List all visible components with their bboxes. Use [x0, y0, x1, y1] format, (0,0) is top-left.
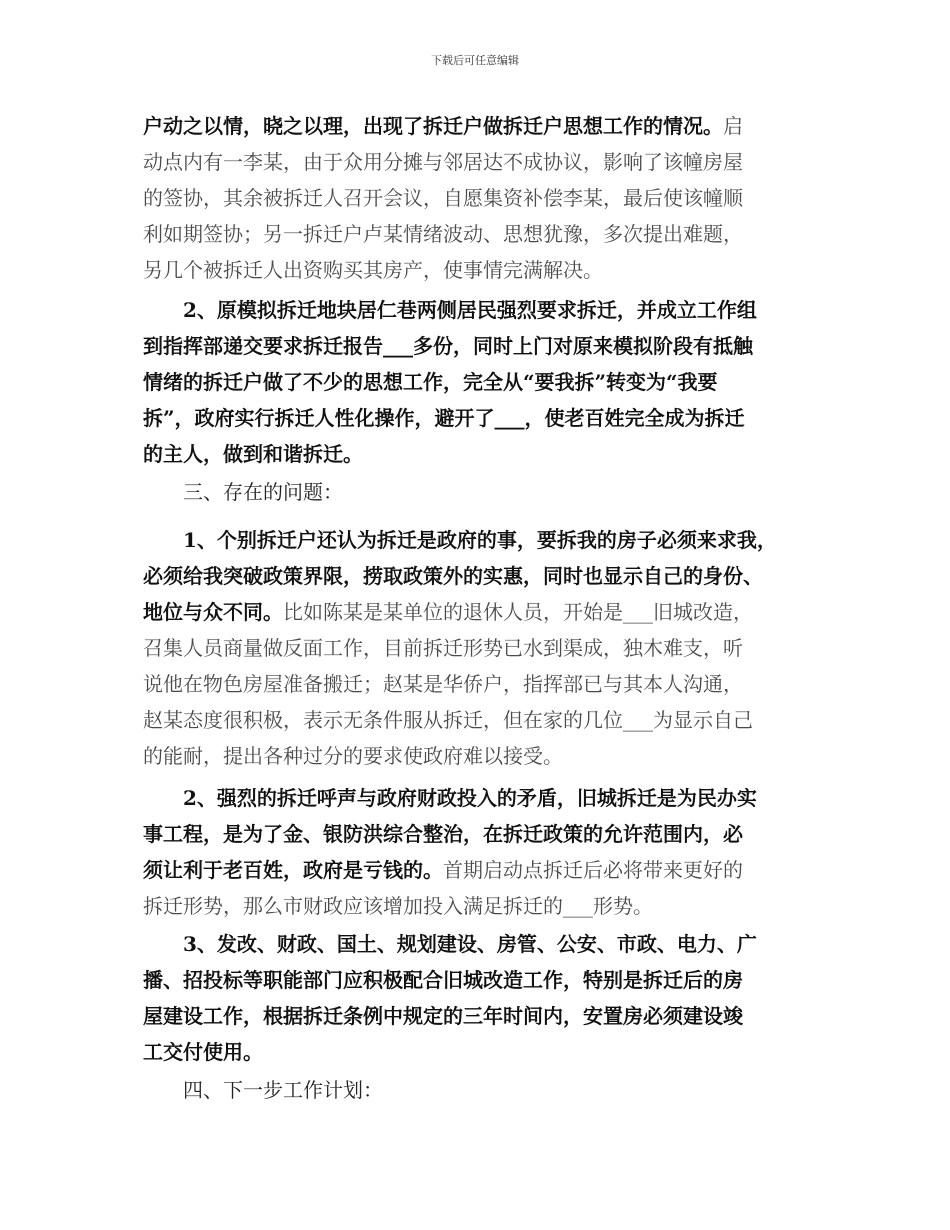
- paragraph-line: 必须给我突破政策界限，捞取政策外的实惠，同时也显示自己的身份、: [143, 564, 763, 588]
- paragraph-line: 屋建设工作，根据拆迁条例中规定的三年时间内，安置房必须建设竣: [143, 1004, 743, 1028]
- paragraph-line: 动点内有一李某，由于众用分摊与邻居达不成协议，影响了该幢房屋: [143, 150, 743, 174]
- paragraph-line: 的主人，做到和谐拆迁。: [143, 442, 363, 466]
- paragraph-line: 须让利于老百姓，政府是亏钱的。首期启动点拆迁后必将带来更好的: [143, 858, 743, 882]
- paragraph-line: 召集人员商量做反面工作，目前拆迁形势已水到渠成，独木难支，听: [143, 636, 743, 660]
- paragraph-line: 到指挥部递交要求拆迁报告___多份，同时上门对原来模拟阶段有抵触: [143, 334, 753, 358]
- paragraph-line: 的能耐，提出各种过分的要求使政府难以接受。: [143, 744, 563, 768]
- paragraph-1: [143, 108, 743, 288]
- paragraph-5: [143, 926, 757, 1070]
- paragraph-line: 1、个别拆迁户还认为拆迁是政府的事，要拆我的房子必须来求我，: [183, 528, 777, 552]
- section-heading-4: 四、下一步工作计划：: [183, 1078, 383, 1102]
- paragraph-line: 拆迁形势，那么市财政应该增加投入满足拆迁的___形势。: [143, 894, 653, 918]
- paragraph-line: 另几个被拆迁人出资购买其房产，使事情完满解决。: [143, 258, 603, 282]
- paragraph-line: 户动之以情，晓之以理，出现了拆迁户做拆迁户思想工作的情况。启: [143, 114, 743, 138]
- paragraph-line: 事工程，是为了金、银防洪综合整治，在拆迁政策的允许范围内，必: [143, 822, 743, 846]
- paragraph-4: [143, 780, 757, 924]
- paragraph-line: 利如期签协；另一拆迁户卢某情绪波动、思想犹豫，多次提出难题，: [143, 222, 743, 246]
- page-header: 下载后可任意编辑: [431, 54, 519, 67]
- paragraph-line: 拆”，政府实行拆迁人性化操作，避开了___，使老百姓完全成为拆迁: [143, 406, 745, 430]
- paragraph-line: 工交付使用。: [143, 1040, 263, 1064]
- paragraph-line: 说他在物色房屋准备搬迁；赵某是华侨户，指挥部已与其本人沟通，: [143, 672, 743, 696]
- paragraph-line: 2、原模拟拆迁地块居仁巷两侧居民强烈要求拆迁，并成立工作组: [183, 298, 757, 322]
- paragraph-line: 3、发改、财政、国土、规划建设、房管、公安、市政、电力、广: [183, 932, 757, 956]
- paragraph-line: 情绪的拆迁户做了不少的思想工作，完全从“要我拆”转变为“我要: [143, 370, 718, 394]
- paragraph-2: [143, 292, 757, 472]
- paragraph-line: 地位与众不同。比如陈某是某单位的退休人员，开始是___旧城改造，: [143, 600, 753, 624]
- section-heading-3: 三、存在的问题：: [183, 480, 343, 504]
- paragraph-3: [143, 522, 777, 774]
- paragraph-line: 的签协，其余被拆迁人召开会议，自愿集资补偿李某，最后使该幢顺: [143, 186, 743, 210]
- paragraph-line: 播、招投标等职能部门应积极配合旧城改造工作，特别是拆迁后的房: [143, 968, 743, 992]
- paragraph-line: 赵某态度很积极，表示无条件服从拆迁，但在家的几位___为显示自己: [143, 708, 753, 732]
- paragraph-line: 2、强烈的拆迁呼声与政府财政投入的矛盾，旧城拆迁是为民办实: [183, 786, 757, 810]
